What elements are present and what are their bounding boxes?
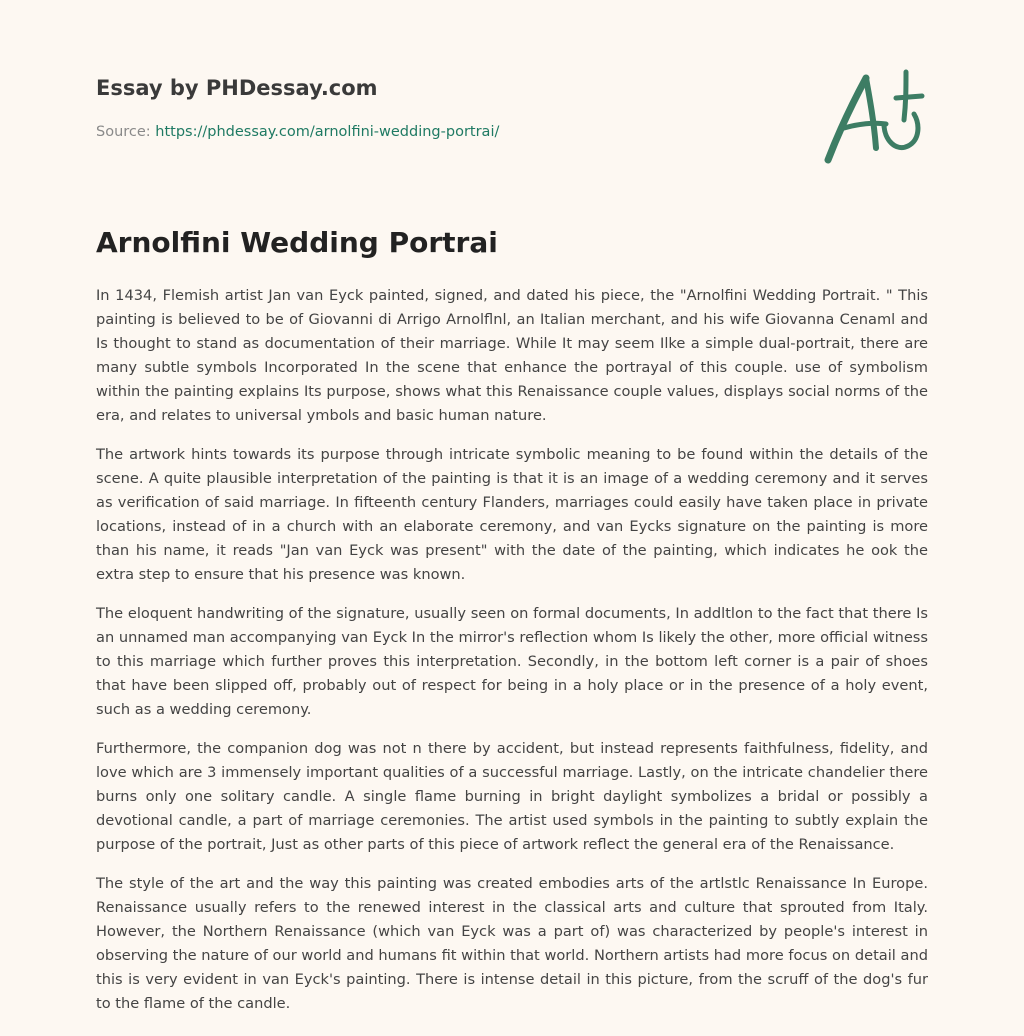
essay-title: Arnolfini Wedding Portrai xyxy=(96,226,498,259)
source-link[interactable]: https://phdessay.com/arnolfini-wedding-portrai/ xyxy=(155,124,500,140)
essay-paragraph: In 1434, Flemish artist Jan van Eyck painted, signed, and dated his piece, the "Arnolfini Wedding Portrait. " This painting is believed to be of Giovanni di Arrigo Arnolflnl, an Italian merchant, and his wife Giovanna Cenaml and Is thought to stand as documentation of their marriage. While It may seem Ilke a simple dual-portrait, there are many subtle symbols Incorporated In the scene that enhance the portrayal of this couple. use of symbolism within the painting explains Its purpose, shows what this Renaissance couple values, displays social norms of the era, and relates to universal ymbols and basic human nature. xyxy=(96,287,928,424)
a-plus-grade-icon xyxy=(822,66,930,166)
essay-paragraph: The artwork hints towards its purpose through intricate symbolic meaning to be found within the details of the scene. A quite plausible interpretation of the painting is that it is an image of a wedding ceremony and it serves as verification of said marriage. In fifteenth century Flanders, marriages could easily have taken place in private locations, instead of in a church with an elaborate ceremony, and van Eycks signature on the painting is more than his name, it reads "Jan van Eyck was present" with the date of the painting, which indicates he ook the extra step to ensure that his presence was known. xyxy=(96,446,928,583)
site-title: Essay by PHDessay.com xyxy=(96,76,378,100)
essay-paragraph: The eloquent handwriting of the signature, usually seen on formal documents, In addltlon to the fact that there Is an unnamed man accompanying van Eyck In the mirror's reflection whom Is likely the other, more official witness to this marriage which further proves this interpretation. Secondly, in the bottom left corner is a pair of shoes that have been slipped off, probably out of respect for being in a holy place or in the presence of a holy event, such as a wedding ceremony. xyxy=(96,605,928,718)
essay-paragraph: The style of the art and the way this painting was created embodies arts of the artlstlc Renaissance In Europe. Renaissance usually refers to the renewed interest in the classical arts and culture that sprouted from Italy. However, the Northern Renaissance (which van Eyck was a part of) was characterized by people's interest in observing the nature of our world and humans fit within that world. Northern artists had more focus on detail and this is very evident in van Eyck's painting. There is intense detail in this picture, from the scruff of the dog's fur to the flame of the candle. xyxy=(96,875,928,1012)
essay-paragraph: Furthermore, the companion dog was not n there by accident, but instead represents faithfulness, fidelity, and love which are 3 immensely important qualities of a successful marriage. Lastly, on the intricate chandelier there burns only one solitary candle. A single flame burning in bright daylight symbolizes a bridal or possibly a devotional candle, a part of marriage ceremonies. The artist used symbols in the painting to subtly explain the purpose of the portrait, Just as other parts of this piece of artwork reflect the general era of the Renaissance. xyxy=(96,740,928,853)
source-line xyxy=(96,124,499,140)
essay-body xyxy=(96,284,928,1031)
source-label: Source: xyxy=(96,124,151,140)
